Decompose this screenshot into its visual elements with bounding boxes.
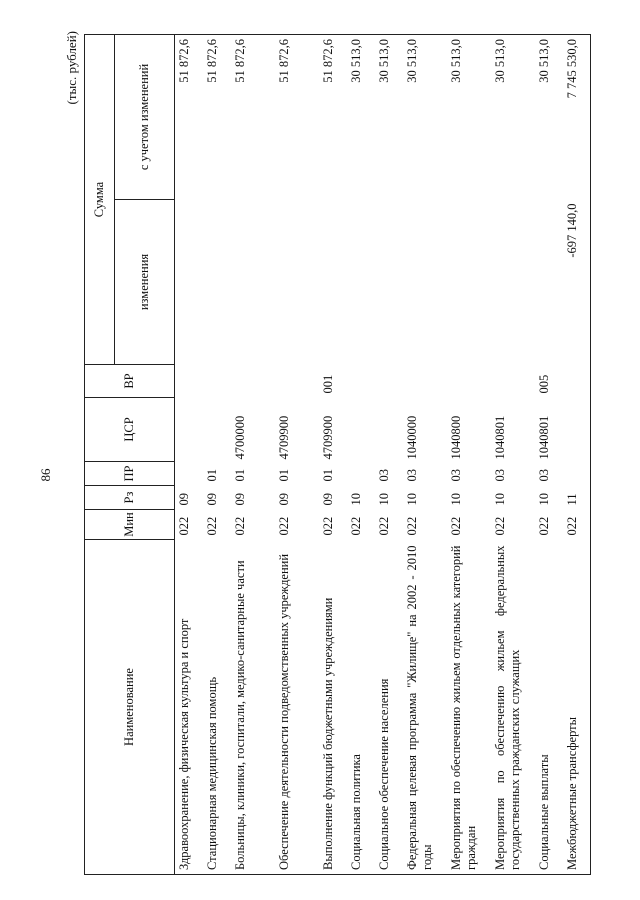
row-min: 022 <box>404 516 419 536</box>
row-csr <box>375 398 403 462</box>
row-min: 022 <box>536 516 551 536</box>
row-name: Социальная политика <box>347 540 375 875</box>
table-row <box>319 35 347 875</box>
row-min: 022 <box>204 516 219 536</box>
row-name: Федеральная целевая программа "Жилище" на 2002 - 2010 годы <box>403 540 447 875</box>
row-rz: 10 <box>448 493 463 506</box>
row-total: 30 513,0 <box>491 35 535 200</box>
rotated-page <box>64 31 604 875</box>
row-vr <box>491 365 535 398</box>
row-min: 022 <box>448 516 463 536</box>
table-row <box>175 35 203 875</box>
row-csr: 1040000 <box>404 415 419 460</box>
budget-table <box>84 34 591 875</box>
row-name: Больницы, клиники, госпитали, медико-санитарные части <box>231 540 275 875</box>
row-vr <box>403 365 447 398</box>
row-vr: 005 <box>536 374 551 394</box>
row-csr: 4709900 <box>276 415 291 460</box>
row-min: 022 <box>320 516 335 536</box>
row-csr: 1040801 <box>492 415 507 460</box>
row-rz: 09 <box>320 493 335 506</box>
row-pr: 01 <box>276 469 291 482</box>
row-name: Социальное обеспечение населения <box>375 540 403 875</box>
row-name: Социальные выплаты <box>535 540 563 875</box>
header-rz: Рз <box>85 486 175 510</box>
row-total: 51 872,6 <box>275 35 319 200</box>
row-change <box>319 200 347 365</box>
row-vr <box>347 365 375 398</box>
row-vr <box>563 365 591 398</box>
units-label: (тыс. рублей) <box>64 31 79 105</box>
header-vr: ВР <box>85 365 175 398</box>
row-change <box>175 200 203 365</box>
row-change <box>203 200 231 365</box>
header-name: Наименование <box>85 540 175 875</box>
table-row <box>535 35 563 875</box>
row-change <box>403 200 447 365</box>
row-pr: 03 <box>376 469 391 482</box>
row-rz: 09 <box>276 493 291 506</box>
row-rz: 10 <box>376 493 391 506</box>
row-min: 022 <box>348 516 363 536</box>
row-total: 51 872,6 <box>203 35 231 200</box>
table-row <box>403 35 447 875</box>
row-rz: 10 <box>492 493 507 506</box>
row-name: Здравоохранение, физическая культура и спорт <box>175 540 203 875</box>
row-total: 51 872,6 <box>175 35 203 200</box>
row-rz: 09 <box>204 493 219 506</box>
row-rz: 09 <box>232 493 247 506</box>
row-total: 30 513,0 <box>375 35 403 200</box>
header-min: Мин <box>85 510 175 540</box>
table-row <box>347 35 375 875</box>
row-vr <box>375 365 403 398</box>
row-total: 30 513,0 <box>447 35 491 200</box>
row-total: 30 513,0 <box>535 35 563 200</box>
row-pr <box>347 462 375 486</box>
row-total: 51 872,6 <box>319 35 347 200</box>
row-rz: 10 <box>348 493 363 506</box>
row-change <box>491 200 535 365</box>
row-vr <box>447 365 491 398</box>
header-csr: ЦСР <box>85 398 175 462</box>
row-csr: 1040800 <box>448 415 463 460</box>
row-pr <box>175 462 203 486</box>
page-number: 86 <box>38 468 53 482</box>
row-change <box>375 200 403 365</box>
row-min: 022 <box>177 516 191 536</box>
header-changes: изменения <box>115 200 175 365</box>
row-vr <box>175 365 203 398</box>
row-min: 022 <box>492 516 507 536</box>
table-row <box>203 35 231 875</box>
row-pr: 03 <box>536 469 551 482</box>
row-rz: 10 <box>536 493 551 506</box>
table-row <box>275 35 319 875</box>
row-csr: 4700000 <box>232 415 247 460</box>
row-csr <box>563 398 591 462</box>
row-vr <box>275 365 319 398</box>
row-csr: 4709900 <box>320 415 335 460</box>
row-vr <box>231 365 275 398</box>
row-change <box>275 200 319 365</box>
row-pr: 03 <box>492 469 507 482</box>
row-pr <box>563 462 591 486</box>
table-row <box>563 35 591 875</box>
row-vr <box>203 365 231 398</box>
row-csr <box>203 398 231 462</box>
row-name: Мероприятия по обеспечению жильем отдельных категорий граждан <box>447 540 491 875</box>
row-min: 022 <box>563 510 591 540</box>
row-change <box>231 200 275 365</box>
row-name: Обеспечение деятельности подведомственных учреждений <box>275 540 319 875</box>
row-name: Стационарная медицинская помощь <box>203 540 231 875</box>
row-change <box>447 200 491 365</box>
table-row <box>231 35 275 875</box>
row-change <box>535 200 563 365</box>
row-change: -697 140,0 <box>563 200 591 365</box>
row-change <box>347 200 375 365</box>
row-pr: 01 <box>204 469 219 482</box>
row-pr: 01 <box>320 469 335 482</box>
row-min: 022 <box>232 516 247 536</box>
row-total: 51 872,6 <box>231 35 275 200</box>
row-rz: 09 <box>177 493 191 506</box>
table-row <box>375 35 403 875</box>
row-rz: 10 <box>404 493 419 506</box>
row-rz: 11 <box>563 486 591 510</box>
row-total: 30 513,0 <box>403 35 447 200</box>
header-sum: Сумма <box>85 35 115 365</box>
row-csr <box>175 398 203 462</box>
row-pr: 03 <box>404 469 419 482</box>
row-min: 022 <box>276 516 291 536</box>
row-csr <box>347 398 375 462</box>
row-csr: 1040801 <box>536 415 551 460</box>
row-total: 7 745 530,0 <box>563 35 591 200</box>
table-row <box>447 35 491 875</box>
row-pr: 03 <box>448 469 463 482</box>
row-name: Межбюджетные трансферты <box>563 540 591 875</box>
row-min: 022 <box>376 516 391 536</box>
row-total: 30 513,0 <box>347 35 375 200</box>
row-pr: 01 <box>232 469 247 482</box>
row-name: Мероприятия по обеспечению жильем федеральных государственных гражданских служащих <box>491 540 535 875</box>
header-pr: ПР <box>85 462 175 486</box>
row-vr: 001 <box>320 374 335 394</box>
table-row <box>491 35 535 875</box>
row-name: Выполнение функций бюджетными учреждениями <box>319 540 347 875</box>
header-with-changes: с учетом изменений <box>115 35 175 200</box>
